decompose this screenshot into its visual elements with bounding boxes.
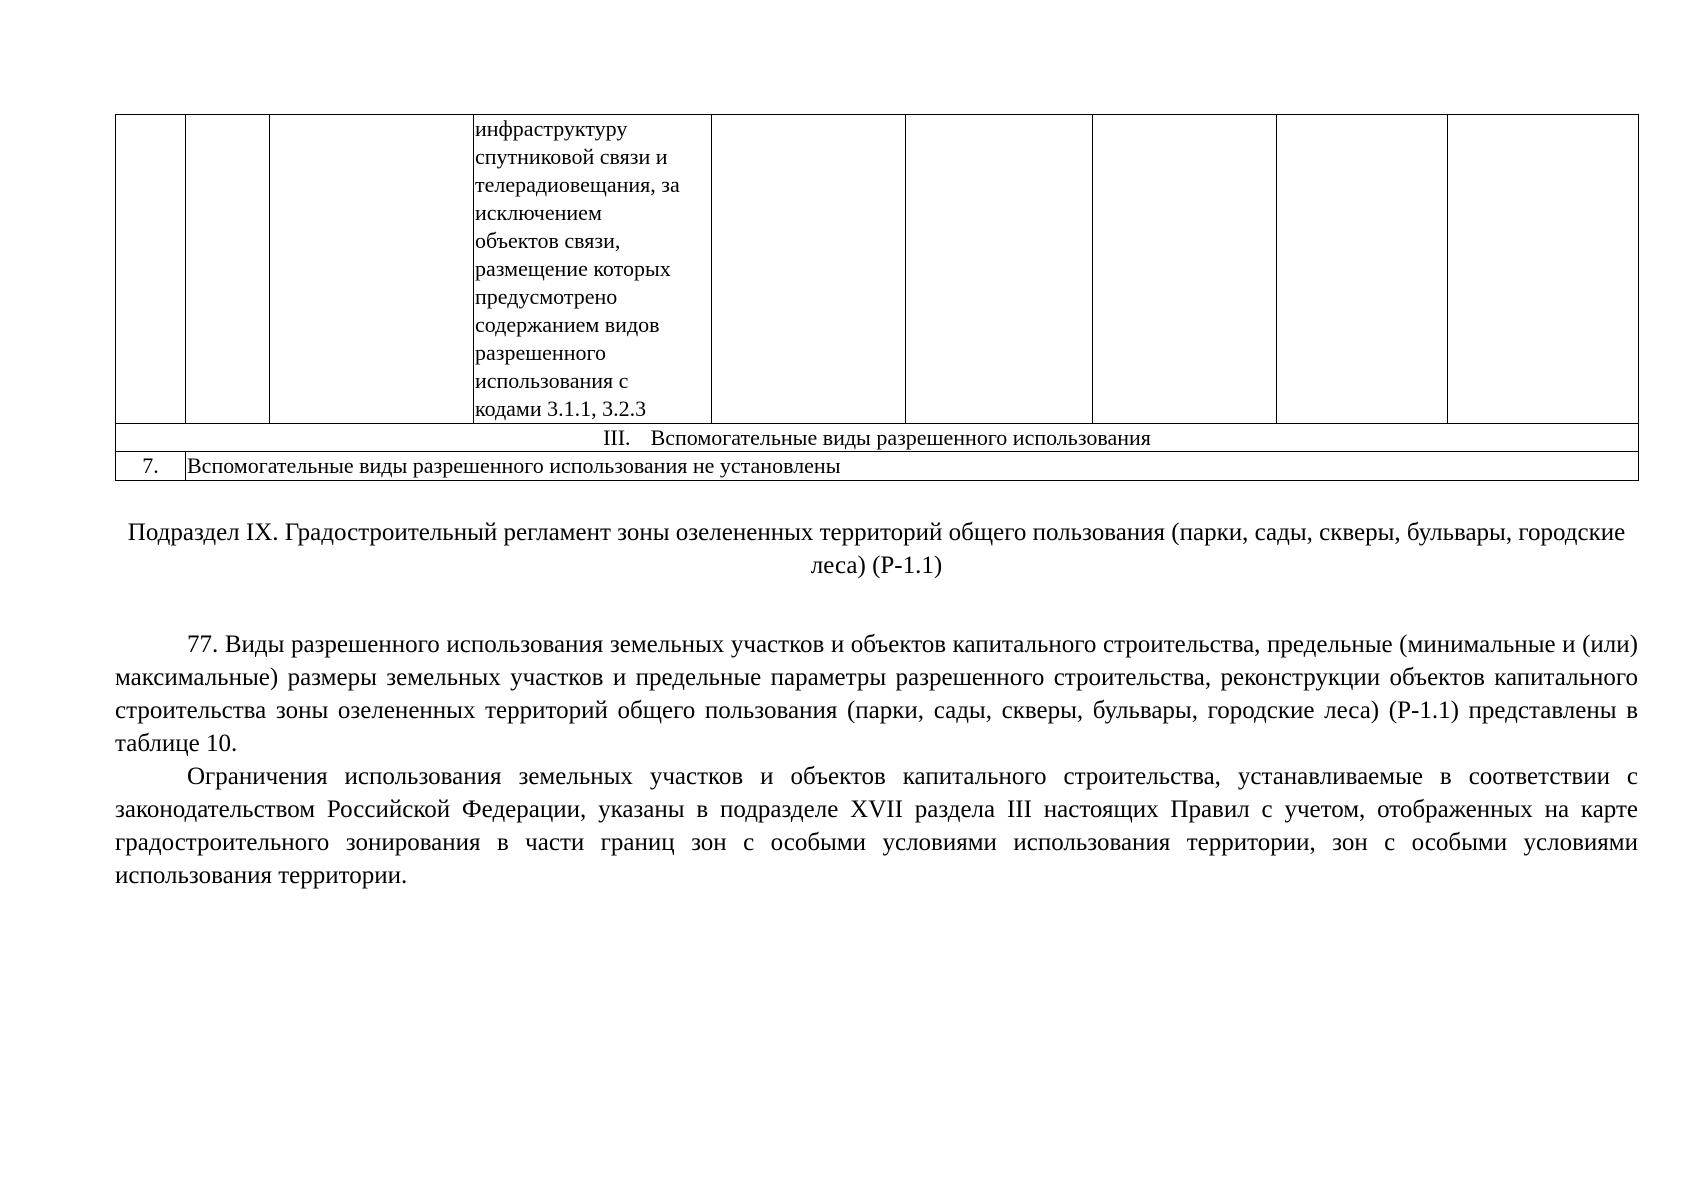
table-cell-empty [1277, 115, 1448, 424]
description-line: объектов связи, [475, 228, 621, 253]
section-number: III. [603, 425, 631, 450]
description-line: содержанием видов [475, 312, 660, 337]
description-line: размещение которых [475, 256, 671, 281]
section-header-cell [116, 424, 1639, 452]
table-cell-empty [712, 115, 906, 424]
subsection-heading: Подраздел IX. Градостроительный регламент зоны озелененных территорий общего пользования (парки, сады, скверы, бульвары, городские леса) (Р-1.1) [127, 519, 1626, 579]
regulation-table [115, 114, 1639, 481]
description-line: инфраструктуру [475, 116, 628, 141]
description-line: кодами 3.1.1, 3.2.3 [475, 396, 647, 421]
description-line: телерадиовещания, за [475, 172, 680, 197]
table-cell-empty [1093, 115, 1277, 424]
table-cell-name [270, 115, 474, 424]
description-line: разрешенного [475, 340, 606, 365]
table-cell-number [116, 115, 186, 424]
table-row-continuation [116, 115, 1639, 424]
row-text: Вспомогательные виды разрешенного использования не установлены [186, 452, 1639, 481]
description-line: исключением [475, 200, 602, 225]
paragraph-77: 77. Виды разрешенного использования земельных участков и объектов капитального строительства, предельные (минимальные и (или) максимальные) размеры земельных участков и предельные параметры разрешенного строительства, реконструкции объектов капитального строительства зоны озелененных территорий общего пользования (парки, сады, скверы, бульвары, городские леса) (Р-1.1) представлены в таблице 10. [115, 631, 1638, 757]
table-row-7 [116, 452, 1639, 481]
table-cell-code [186, 115, 270, 424]
table-section-row [116, 424, 1639, 452]
table-cell-description [474, 115, 712, 424]
description-line: спутниковой связи и [475, 144, 668, 169]
table-cell-empty [906, 115, 1093, 424]
description-line: предусмотрено [475, 284, 618, 309]
row-number: 7. [116, 452, 186, 481]
description-line: использования с [475, 368, 629, 393]
paragraph-restrictions: Ограничения использования земельных участков и объектов капитального строительства, устанавливаемые в соответствии с законодательством Российской Федерации, указаны в подразделе XVII раздела III настоящих Правил с учетом, отображенных на карте градостроительного зонирования в части границ зон с особыми условиями использования территории, зон с особыми условиями использования территории. [115, 763, 1638, 889]
section-title: Вспомогательные виды разрешенного использования [650, 425, 1151, 450]
table-cell-empty [1448, 115, 1639, 424]
